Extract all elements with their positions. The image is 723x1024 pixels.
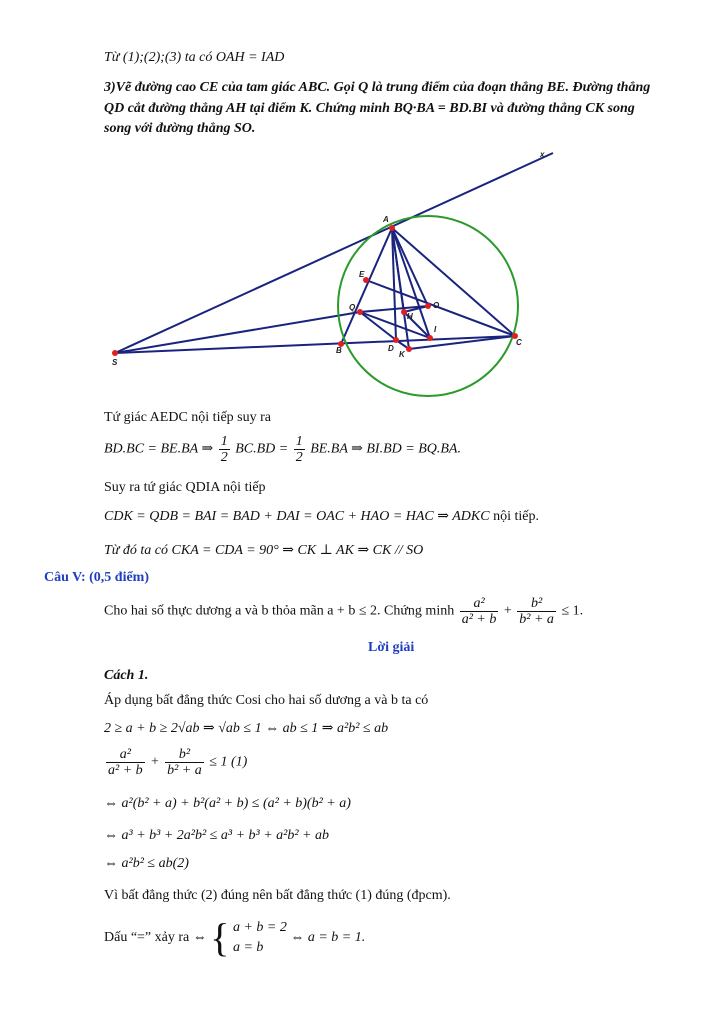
formula-angle-chain bbox=[104, 508, 539, 525]
point-o bbox=[425, 303, 431, 309]
label-c: C bbox=[516, 338, 522, 347]
equality-text: Dấu “=” xảy ra ⇔ bbox=[104, 930, 207, 945]
text-line-1: Từ (1);(2);(3) ta có OAH = IAD bbox=[104, 50, 285, 65]
problem-3-line-2: QD cắt đường thẳng AH tại điểm K. Chứng minh BQ·BA = BD.BI và đường thẳng CK song bbox=[104, 101, 635, 116]
statement-text: Cho hai số thực dương a và b thỏa mãn a + b ≤ 2. Chứng minh bbox=[104, 603, 455, 619]
fraction-den: a² + b bbox=[108, 763, 143, 778]
label-q: Q bbox=[349, 303, 356, 312]
fraction-a2 bbox=[460, 596, 499, 627]
label-k: K bbox=[399, 350, 405, 359]
fraction-half-1 bbox=[219, 434, 230, 465]
label-s: S bbox=[112, 358, 118, 367]
equality-condition bbox=[104, 915, 366, 960]
formula-ineq-2: ⇔ a²b² ≤ ab(2) bbox=[104, 856, 189, 871]
brace-symbol: { bbox=[210, 915, 230, 960]
plus-sign: + bbox=[150, 754, 160, 770]
formula-part: BC.BD = bbox=[235, 441, 289, 457]
fraction-a2 bbox=[106, 747, 145, 778]
solution-heading: Lời giải bbox=[368, 640, 415, 655]
system-eq-1: a + b = 2 bbox=[232, 920, 287, 935]
fraction-num: b² bbox=[165, 747, 204, 763]
problem-3-line-3: song với đường thẳng SO. bbox=[104, 121, 256, 136]
fraction-den: 2 bbox=[220, 450, 228, 465]
fraction-num: 1 bbox=[295, 434, 303, 449]
label-e: E bbox=[359, 270, 365, 279]
plus-sign: + bbox=[503, 603, 512, 619]
text-line-aedc: Tứ giác AEDC nội tiếp suy ra bbox=[104, 410, 272, 425]
formula-part: BE.BA ⇒ BI.BD = BQ.BA. bbox=[310, 441, 461, 457]
formula-cosi: 2 ≥ a + b ≥ 2√ab ⇒ √ab ≤ 1 ⇔ ab ≤ 1 ⇒ a²b² ≤ ab bbox=[104, 721, 389, 736]
fraction-half-2 bbox=[294, 434, 305, 465]
formula-part: BD.BC = BE.BA ⇒ bbox=[104, 441, 214, 457]
fraction-b2 bbox=[165, 747, 204, 778]
fraction-num: a² bbox=[460, 596, 499, 612]
text-line-cosi: Áp dụng bất đẳng thức Cosi cho hai số dương a và b ta có bbox=[104, 693, 429, 708]
problem-5-statement bbox=[104, 596, 583, 627]
fraction-den: b² + a bbox=[167, 763, 202, 778]
line-ce bbox=[366, 280, 515, 336]
fraction-den: 2 bbox=[295, 450, 303, 465]
label-h: H bbox=[407, 312, 413, 321]
point-a bbox=[389, 225, 395, 231]
method-1-heading: Cách 1. bbox=[104, 668, 149, 683]
equation-system bbox=[233, 918, 287, 958]
label-o: O bbox=[433, 301, 440, 310]
formula-expand: ⇔ a²(b² + a) + b²(a² + b) ≤ (a² + b)(b² + a) bbox=[104, 796, 351, 811]
fraction-den: a² + b bbox=[461, 612, 497, 627]
formula-simplify: ⇔ a³ + b³ + 2a²b² ≤ a³ + b³ + a²b² + ab bbox=[104, 828, 329, 843]
fraction-b2 bbox=[517, 596, 556, 627]
label-i: I bbox=[434, 325, 437, 334]
formula-part: nội tiếp. bbox=[493, 509, 539, 524]
point-s bbox=[112, 350, 118, 356]
label-d: D bbox=[388, 344, 394, 353]
statement-text: ≤ 1. bbox=[561, 603, 584, 619]
formula-part: ≤ 1 (1) bbox=[209, 754, 248, 770]
secant-sc bbox=[115, 336, 515, 353]
formula-ck-so: Từ đó ta có CKA = CDA = 90° ⇒ CK ⊥ AK ⇒ CK // SO bbox=[104, 543, 424, 558]
fraction-num: 1 bbox=[220, 434, 228, 449]
formula-part: CDK = QDB = BAI = BAD + DAI = OAC + HAO = HAC ⇒ ADKC bbox=[104, 509, 490, 524]
label-b: B bbox=[336, 346, 342, 355]
point-q bbox=[357, 309, 363, 315]
tangent-sx bbox=[115, 153, 553, 353]
point-k bbox=[406, 346, 412, 352]
formula-ineq-1 bbox=[104, 747, 247, 778]
text-line-qdia: Suy ra tứ giác QDIA nội tiếp bbox=[104, 480, 266, 495]
label-a: A bbox=[383, 215, 389, 224]
system-eq-2: a = b bbox=[232, 940, 264, 955]
line-qd bbox=[360, 312, 396, 340]
text-line-conclusion: Vì bất đẳng thức (2) đúng nên bất đẳng thức (1) đúng (đpcm). bbox=[104, 888, 451, 903]
label-x: x bbox=[540, 150, 545, 159]
point-d bbox=[393, 337, 399, 343]
fraction-den: b² + a bbox=[519, 612, 554, 627]
equality-result: ⇔ a = b = 1. bbox=[290, 930, 366, 945]
section-title-cau-v: Câu V: (0,5 điểm) bbox=[44, 570, 150, 585]
problem-3-line-1: 3)Vẽ đường cao CE của tam giác ABC. Gọi Q là trung điểm của đoạn thẳng BE. Đường thẳng bbox=[104, 80, 651, 95]
fraction-num: b² bbox=[517, 596, 556, 612]
fraction-num: a² bbox=[106, 747, 145, 763]
point-i bbox=[427, 335, 433, 341]
formula-bd-bc bbox=[104, 434, 461, 465]
